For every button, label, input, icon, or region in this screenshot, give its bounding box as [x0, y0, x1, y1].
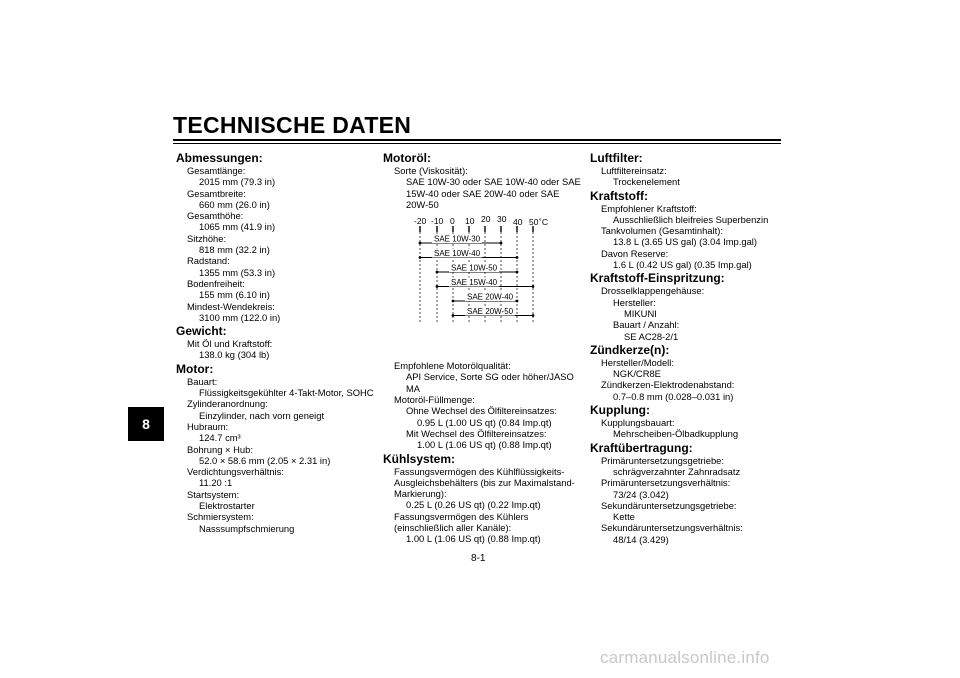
spec-value: 155 mm (6.10 in) — [199, 289, 270, 301]
spec-label: Primäruntersetzungsgetriebe: — [601, 454, 724, 466]
chart-range-end — [436, 271, 439, 274]
chart-range-end — [452, 300, 455, 303]
section-heading: Abmessungen: — [176, 151, 263, 165]
spec-value: Kette — [613, 511, 635, 523]
spec-value: Nasssumpfschmierung — [199, 522, 295, 534]
spec-value: MIKUNI — [624, 307, 657, 319]
spec-label: Mit Öl und Kraftstoff: — [187, 338, 273, 350]
spec-value: 818 mm (32.2 in) — [199, 244, 270, 256]
spec-label: Fassungsvermögen des Kühlflüssigkeits-Ausgleichsbehälters (bis zur Maximalstand-Markierung): — [394, 465, 575, 500]
watermark: carmanualsonline.info — [600, 648, 770, 667]
spec-label: Bauart: — [187, 375, 218, 387]
spec-label: Sekundäruntersetzungsverhältnis: — [601, 522, 743, 534]
spec-value: Mit Wechsel des Ölfiltereinsatzes: — [406, 427, 547, 439]
chart-range-label: SAE 10W-50 — [451, 263, 498, 273]
section-heading: Kraftübertragung: — [590, 440, 693, 455]
spec-value: Elektrostarter — [199, 500, 255, 512]
spec-value: Ohne Wechsel des Ölfiltereinsatzes: — [406, 405, 557, 417]
viscosity-chart — [383, 210, 583, 360]
spec-value: 0.95 L (1.00 US qt) (0.84 Imp.qt) — [417, 416, 552, 428]
section-heading: Kraftstoff-Einspritzung: — [590, 271, 725, 286]
spec-value: 11.20 :1 — [199, 477, 233, 489]
spec-value: 1.00 L (1.06 US qt) (0.88 Imp.qt) — [406, 533, 541, 545]
spec-label: Kupplungsbauart: — [601, 417, 675, 429]
spec-value: 124.7 cm³ — [199, 432, 241, 444]
chart-range-end — [500, 242, 503, 245]
page-title: TECHNISCHE DATEN — [173, 112, 412, 138]
page-number: 8-1 — [471, 553, 486, 564]
spec-value: 52.0 × 58.6 mm (2.05 × 2.31 in) — [199, 454, 331, 466]
spec-value: Mehrscheiben-Ölbadkupplung — [613, 428, 739, 440]
section-heading: Gewicht: — [176, 324, 227, 339]
section-heading: Luftfilter: — [590, 151, 643, 165]
spec-label: Empfohlene Motorölqualität: — [394, 360, 511, 372]
spec-value: SAE 10W-30 oder SAE 10W-40 oder SAE 15W-40 oder SAE 20W-40 oder SAE 20W-50 — [406, 176, 581, 210]
chapter-tab: 8 — [128, 407, 164, 441]
spec-value: 1355 mm (53.3 in) — [199, 266, 276, 278]
chart-range-end — [532, 314, 535, 317]
chart-range-label: SAE 10W-30 — [434, 234, 481, 244]
section-heading: Kühlsystem: — [383, 451, 456, 466]
chart-range-end — [419, 256, 422, 259]
spec-label: Tankvolumen (Gesamtinhalt): — [601, 225, 723, 237]
chart-range-label: SAE 20W-40 — [467, 292, 514, 302]
spec-label: Empfohlener Kraftstoff: — [601, 202, 697, 214]
section-heading: Zündkerze(n): — [590, 342, 670, 357]
section-heading: Kupplung: — [590, 403, 650, 418]
section-heading: Motoröl: — [383, 151, 431, 165]
spec-label: Fassungsvermögen des Kühlers (einschließlich aller Kanäle): — [394, 510, 529, 534]
spec-label: Sekundäruntersetzungsgetriebe: — [601, 499, 737, 511]
section-heading: Motor: — [176, 361, 214, 376]
spec-label: Hubraum: — [187, 420, 229, 432]
spec-value: 660 mm (26.0 in) — [199, 198, 270, 210]
spec-value: 0.7–0.8 mm (0.028–0.031 in) — [613, 390, 734, 402]
spec-label: Drosselklappengehäuse: — [601, 285, 705, 297]
chart-tick-label: -10 — [431, 216, 444, 227]
title-rule-top — [173, 139, 781, 141]
spec-label: Gesamtbreite: — [187, 187, 246, 199]
chart-range-end — [516, 300, 519, 303]
spec-value: 73/24 (3.042) — [613, 488, 669, 500]
section-heading: Kraftstoff: — [590, 188, 648, 203]
spec-value: API Service, Sorte SG oder höher/JASO MA — [406, 371, 574, 394]
spec-label: Radstand: — [187, 255, 230, 267]
spec-label: Gesamtlänge: — [187, 165, 246, 176]
chart-range-end — [516, 256, 519, 259]
spec-value: 3100 mm (122.0 in) — [199, 311, 281, 323]
spec-value: 48/14 (3.429) — [613, 533, 669, 545]
column-1 — [176, 152, 376, 534]
spec-label: Motoröl-Füllmenge: — [394, 394, 475, 406]
spec-value: Bauart / Anzahl: — [613, 319, 680, 331]
spec-label: Mindest-Wendekreis: — [187, 300, 275, 312]
spec-value: 13.8 L (3.65 US gal) (3.04 Imp.gal) — [613, 236, 757, 248]
spec-value: 0.25 L (0.26 US qt) (0.22 Imp.qt) — [406, 499, 541, 511]
column-2 — [383, 152, 583, 545]
spec-value: Einzylinder, nach vorn geneigt — [199, 409, 325, 421]
spec-label: Luftfiltereinsatz: — [601, 165, 667, 176]
spec-label: Sorte (Viskosität): — [394, 165, 468, 176]
spec-value: schrägverzahnter Zahnradsatz — [613, 465, 741, 477]
spec-value: Ausschließlich bleifreies Superbenzin — [613, 213, 769, 225]
spec-value: 2015 mm (79.3 in) — [199, 176, 276, 188]
spec-label: Zündkerzen-Elektrodenabstand: — [601, 379, 735, 391]
spec-value: SE AC28-2/1 — [624, 330, 679, 342]
chart-range-label: SAE 10W-40 — [434, 249, 481, 259]
column-3 — [590, 152, 785, 545]
spec-value: 138.0 kg (304 lb) — [199, 349, 270, 361]
chart-tick-label: 40 — [513, 217, 523, 228]
chart-tick-label: 0 — [450, 216, 455, 227]
spec-label: Bohrung × Hub: — [187, 443, 253, 455]
spec-value: 1.6 L (0.42 US gal) (0.35 Imp.gal) — [613, 259, 752, 271]
spec-label: Sitzhöhe: — [187, 232, 227, 244]
chart-tick-label: 10 — [465, 216, 475, 227]
spec-label: Startsystem: — [187, 488, 240, 500]
spec-label: Gesamthöhe: — [187, 210, 244, 222]
chart-range-end — [452, 314, 455, 317]
spec-label: Primäruntersetzungsverhältnis: — [601, 477, 731, 489]
chart-unit-label: ˚C — [539, 217, 548, 228]
spec-value: 1065 mm (41.9 in) — [199, 221, 276, 233]
spec-value: 1.00 L (1.06 US qt) (0.88 Imp.qt) — [417, 439, 552, 451]
viscosity-chart-container — [383, 210, 583, 360]
spec-label: Hersteller/Modell: — [601, 356, 674, 368]
spec-value: Hersteller: — [613, 296, 656, 308]
chart-tick-label: 50 — [529, 217, 539, 228]
spec-label: Davon Reserve: — [601, 247, 669, 259]
chart-range-end — [436, 285, 439, 288]
chart-range-end — [419, 242, 422, 245]
spec-label: Zylinderanordnung: — [187, 398, 268, 410]
spec-label: Bodenfreiheit: — [187, 277, 245, 289]
spec-label: Verdichtungsverhältnis: — [187, 466, 284, 478]
chart-tick-label: 20 — [481, 214, 491, 225]
spec-value: NGK/CR8E — [613, 368, 661, 380]
chart-tick-label: 30 — [497, 214, 507, 225]
chart-range-label: SAE 15W-40 — [451, 278, 498, 288]
chart-range-end — [516, 271, 519, 274]
spec-value: Trockenelement — [613, 176, 680, 188]
chart-range-label: SAE 20W-50 — [467, 307, 514, 317]
title-rule-bottom — [173, 143, 781, 144]
chart-tick-label: -20 — [414, 216, 427, 227]
spec-label: Schmiersystem: — [187, 511, 254, 523]
spec-value: Flüssigkeitsgekühlter 4-Takt-Motor, SOHC — [199, 387, 374, 399]
chart-range-end — [532, 285, 535, 288]
